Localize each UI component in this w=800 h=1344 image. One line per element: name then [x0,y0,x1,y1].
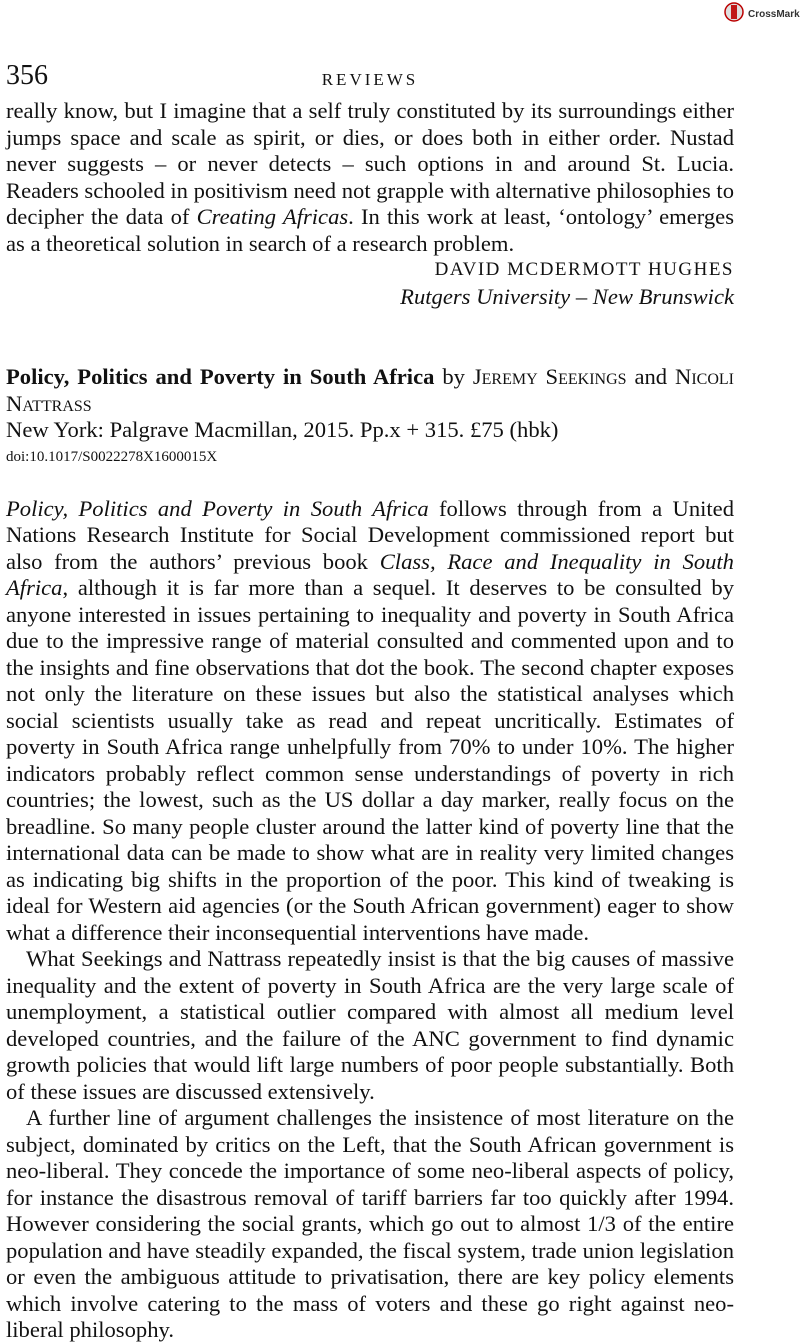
review-paragraph-2: What Seekings and Nattrass repeatedly insist is that the big causes of massive inequality and the extent of poverty in South Africa are the very large scale of unemployment, a statistical outlier compared with almost all medium level developed countries, and the failure of the ANC government to find dynamic growth policies that would lift large numbers of poor people substantially. Both of these issues are discussed extensively. [6,946,734,1104]
review-paragraph-1: Policy, Politics and Poverty in South Africa follows through from a United Nations Research Institute for Social Development commissioned report but also from the authors’ previous book Class, Race and Inequality in South Africa, although it is far more than a sequel. It deserves to be consulted by anyone interested in issues pertaining to inequality and poverty in South Africa due to the impressive range of material consulted and commented upon and to the insights and fine observations that dot the book. The second chapter exposes not only the literature on these issues but also the statistical analyses which social scientists usually take as read and repeat uncritically. Estimates of poverty in South Africa range unhelpfully from 70% to under 10%. The higher indicators probably reflect common sense understandings of poverty in rich countries; the lowest, such as the US dollar a day marker, really focus on the breadline. So many people cluster around the latter kind of poverty line that the international data can be made to show what are in reality very limited changes as indicating big shifts in the proportion of the poor. This kind of tweaking is ideal for Western aid agencies (or the South African government) eager to show what a difference their inconsequential interventions have made. [6,495,734,945]
crossmark-label: CrossMark [748,8,800,20]
reviewer-name: DAVID MCDERMOTT HUGHES [434,259,734,280]
publication-info: New York: Palgrave Macmillan, 2015. Pp.x + 315. £75 (hbk) [6,417,559,442]
running-head: REVIEWS [321,70,419,89]
book-author-1: Jeremy Seekings [472,364,627,389]
page-header [6,60,734,96]
reviewer-affiliation: Rutgers University – New Brunswick [400,283,734,309]
page-content [6,98,734,1344]
book-author-2: Nicoli Nattrass [6,364,734,416]
previous-review-ending: really know, but I imagine that a self truly constituted by its surroundings either jumps space and scale as spirit, or dies, or does both in either order. Nustad never suggests – or never detects – such options in and around St. Lucia. Readers schooled in positivism need not grapple with alternative philosophies to decipher the data of Creating Africas. In this work at least, ‘ontology’ emerges as a theoretical solution in search of a research problem. [6,98,734,256]
crossmark-icon [724,1,744,28]
page-number: 356 [6,60,48,91]
book-title-italic: Creating Africas [196,204,349,229]
review-paragraph-3: A further line of argument challenges the insistence of most literature on the subject, dominated by critics on the Left, that the South African government is neo-liberal. They concede the importance of some neo-liberal aspects of policy, for instance the disastrous removal of tariff barriers far too quickly after 1994. However considering the social grants, which go out to almost 1/3 of the entire population and have steadily expanded, the fiscal system, trade union legislation or even the ambiguous attitude to privatisation, there are key policy elements which involve catering to the mass of voters and these go right against neo-liberal philosophy. [6,1105,734,1342]
reviewer-signature [6,257,734,310]
review-heading: Policy, Politics and Poverty in South Africa by Jeremy Seekings and Nicoli Nattrass [6,364,734,416]
doi[interactable]: doi:10.1017/S0022278X1600015X [6,448,218,465]
crossmark-badge[interactable] [724,2,800,26]
book-title: Policy, Politics and Poverty in South Africa [6,364,435,389]
